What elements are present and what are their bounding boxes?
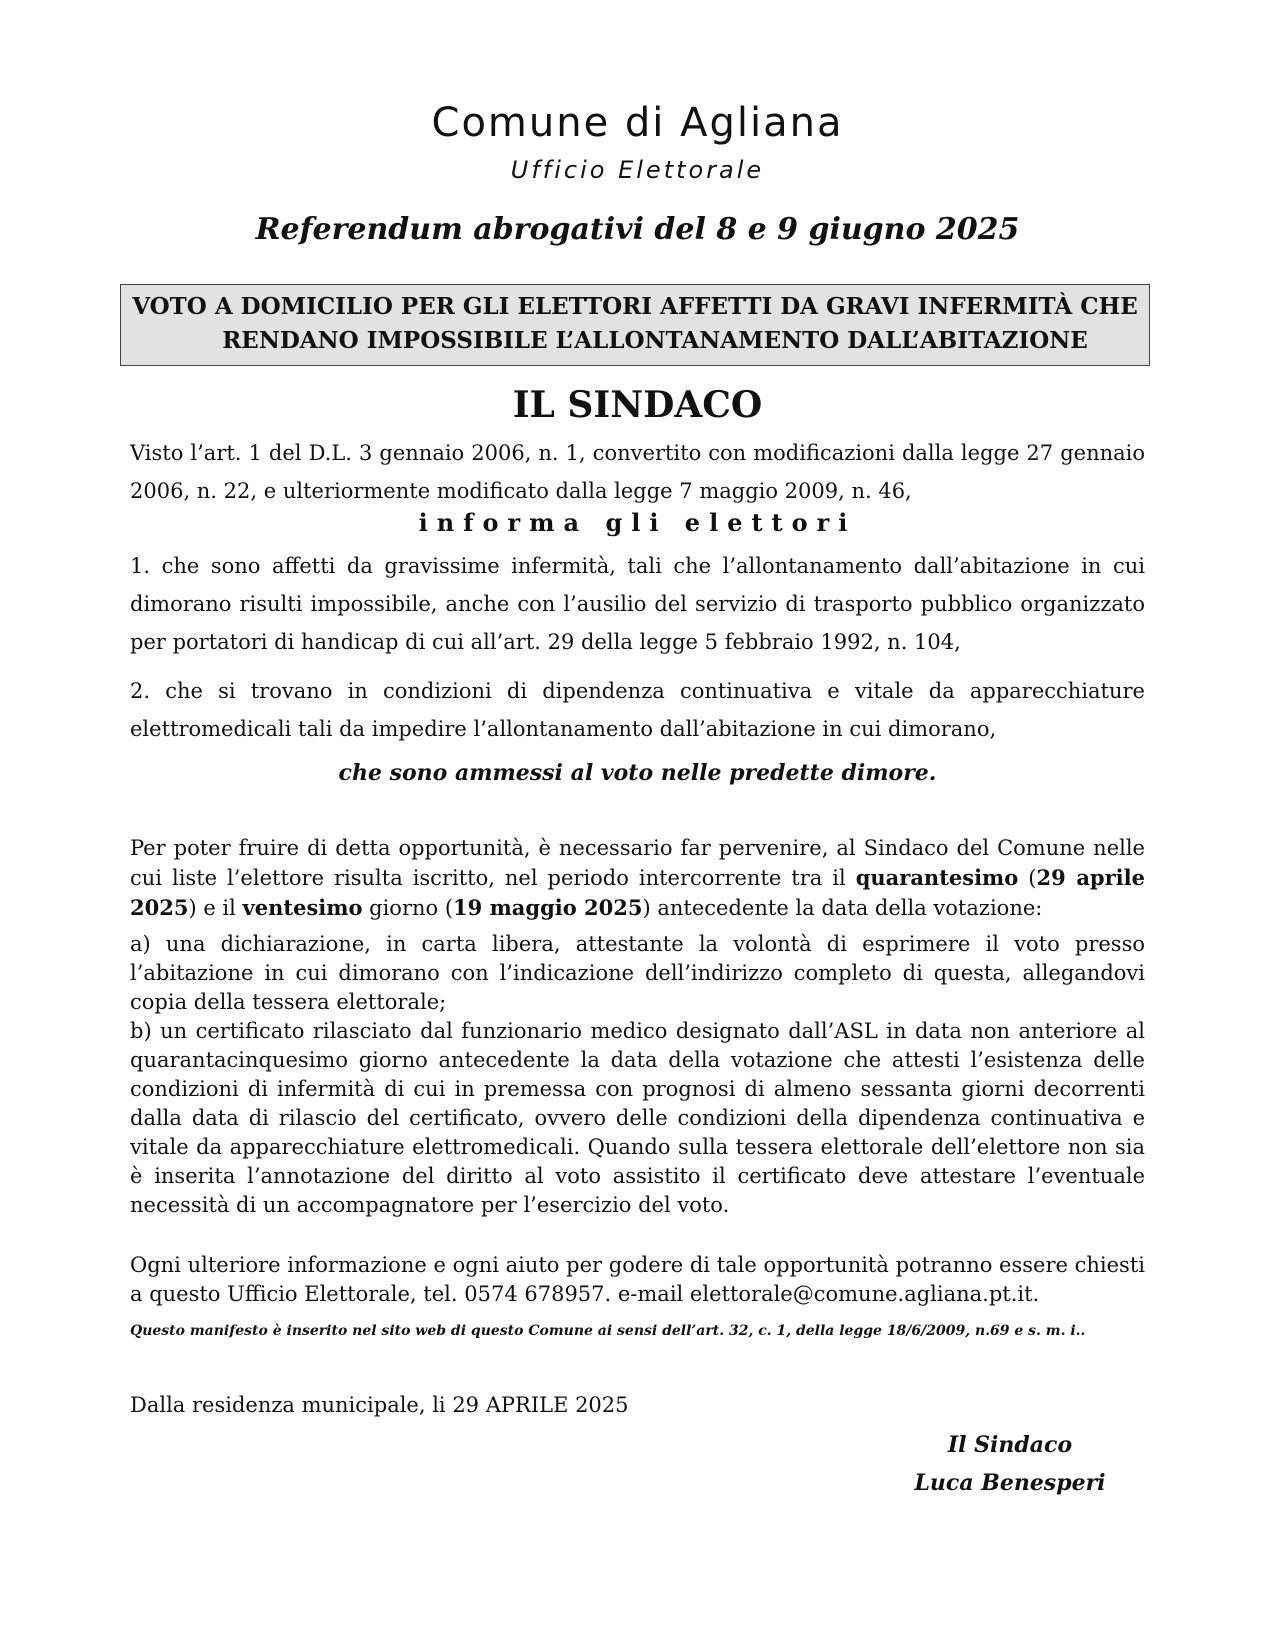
date-29-aprile: 29 aprile 2025 — [130, 865, 1145, 920]
per-poter-text-4: giorno ( — [362, 896, 454, 920]
notice-box-line-2: RENDANO IMPOSSIBILE L’ALLONTANAMENTO DALL’ABITAZIONE — [222, 327, 1088, 354]
notice-box — [120, 284, 1150, 366]
point-b-paragraph: b) un certificato rilasciato dal funzionario medico designato dall’ASL in data non anteriore al quarantacinquesimo giorno antecedente la data della votazione che attesti l’esistenza delle condizioni di infermità di cui in premessa con prognosi di almeno sessanta giorni decorrenti dalla data di rilascio del certificato, ovvero delle condizioni della dipendenza continuativa e vitale da apparecchiature elettromedicali. Quando sulla tessera elettorale dell’elettore non sia è inserita l’annotazione del diritto al voto assistito il certificato deve attestare l’eventuale necessità di un accompagnatore per l’esercizio del voto. — [130, 1019, 1145, 1217]
sindaco-title: IL SINDACO — [512, 384, 763, 426]
signature-role: Il Sindaco — [947, 1432, 1073, 1458]
referendum-title: Referendum abrogativi del 8 e 9 giugno 2025 — [255, 212, 1020, 247]
per-poter-text-1: Per poter fruire di detta opportunità, è necessario far pervenire, al Sindaco del Comune nelle cui liste l’elettore risulta iscritto, nel periodo intercorrente tra il — [130, 836, 1145, 890]
ufficio-subheading: Ufficio Elettorale — [510, 156, 765, 184]
comune-heading: Comune di Agliana — [431, 100, 844, 146]
informa-heading: informa gli elettori — [418, 508, 857, 537]
signature-name: Luca Benesperi — [914, 1470, 1106, 1496]
legal-note: Questo manifesto è inserito nel sito web di questo Comune ai sensi dell’art. 32, c. 1, della legge 18/6/2009, n.69 e s. m. i.. — [130, 1323, 1086, 1339]
ammessi-statement: che sono ammessi al voto nelle predette dimore. — [338, 760, 937, 786]
per-poter-text-5: ) antecedente la data della votazione: — [642, 896, 1043, 920]
info-paragraph: Ogni ulteriore informazione e ogni aiuto per godere di tale opportunità potranno essere chiesti a questo Ufficio Elettorale, tel. 0574 678957. e-mail elettorale@comune.agliana.pt.it. — [130, 1253, 1145, 1306]
item-1-paragraph: 1. che sono affetti da gravissime infermità, tali che l’allontanamento dall’abitazione in cui dimorano risulti impossibile, anche con l’ausilio del servizio di trasporto pubblico organizzato per portatori di handicap di cui all’art. 29 della legge 5 febbraio 1992, n. 104, — [130, 554, 1145, 654]
place-date: Dalla residenza municipale, li 29 APRILE 2025 — [130, 1393, 629, 1417]
date-19-maggio: 19 maggio 2025 — [453, 895, 643, 920]
point-a-paragraph: a) una dichiarazione, in carta libera, attestante la volontà di esprimere il voto presso l’abitazione in cui dimorano con l’indicazione dell’indirizzo completo di questa, allegandovi copia della tessera elettorale; — [130, 932, 1145, 1014]
ventesimo-text: ventesimo — [242, 895, 363, 920]
quarantesimo-text: quarantesimo — [855, 865, 1019, 890]
visto-paragraph: Visto l’art. 1 del D.L. 3 gennaio 2006, n. 1, convertito con modificazioni dalla legge 27 gennaio 2006, n. 22, e ulteriormente modificato dalla legge 7 maggio 2009, n. 46, — [130, 441, 1145, 503]
item-2-paragraph: 2. che si trovano in condizioni di dipendenza continuativa e vitale da apparecchiature elettromedicali tali da impedire l’allontanamento dall’abitazione in cui dimorano, — [130, 679, 1145, 741]
notice-box-line-1: VOTO A DOMICILIO PER GLI ELETTORI AFFETTI DA GRAVI INFERMITÀ CHE — [132, 293, 1138, 320]
per-poter-text-2: ( — [1018, 866, 1037, 890]
per-poter-paragraph — [130, 834, 1145, 923]
per-poter-text-3: ) e il — [188, 896, 243, 920]
